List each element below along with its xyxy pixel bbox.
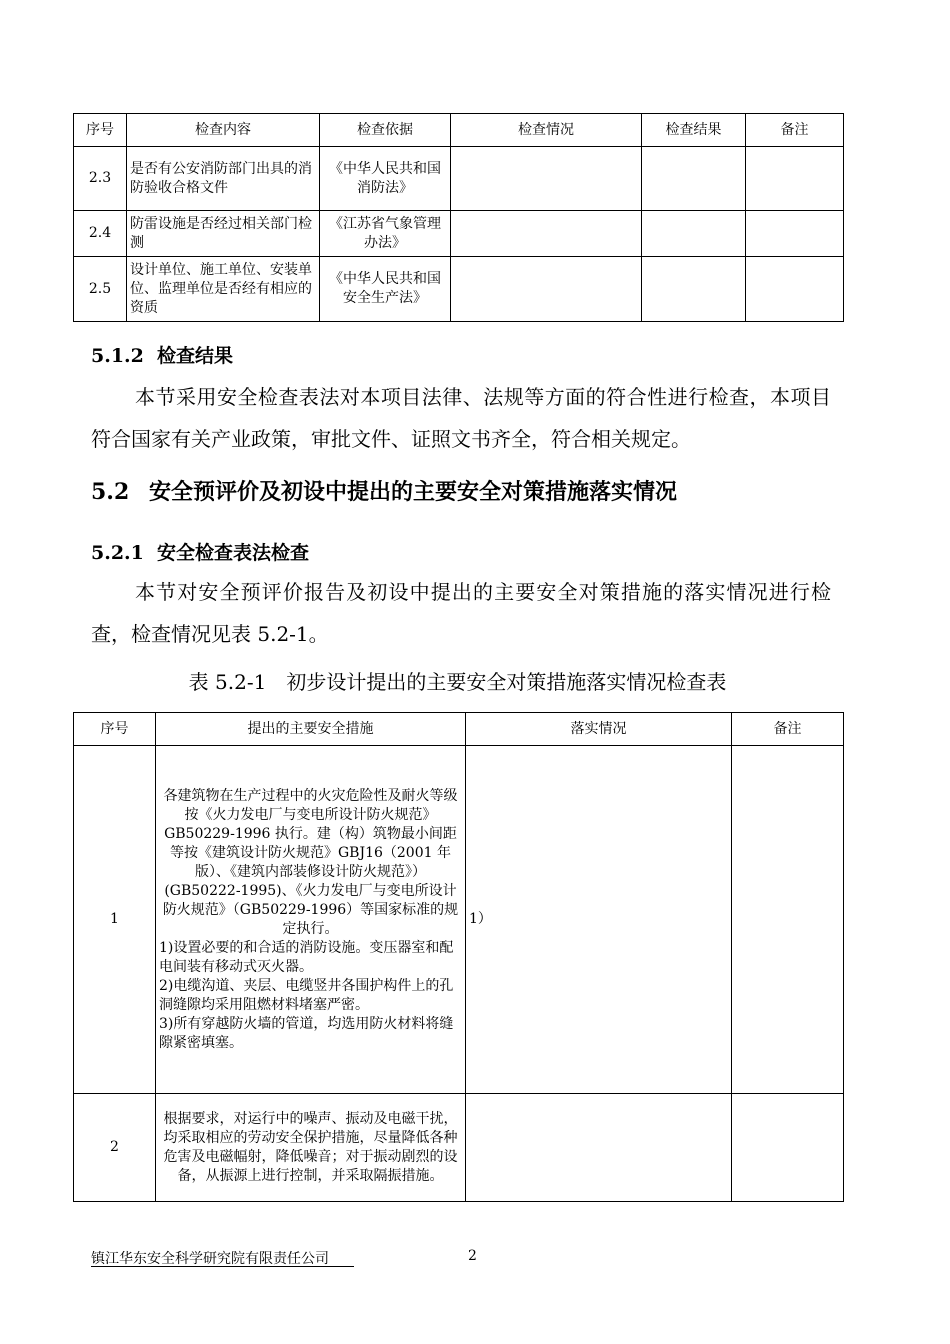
measure-text: 根据要求，对运行中的噪声、振动及电磁干扰，均采取相应的劳动安全保护措施，尽量降低各种危害及电磁幅射，降低噪音；对于振动剧烈的设备，从振源上进行控制，并采取隔振措施。 bbox=[163, 1110, 458, 1184]
row-no: 2.4 bbox=[74, 211, 127, 257]
row-basis: 《中华人民共和国消防法》 bbox=[320, 147, 451, 211]
col-header-no: 序号 bbox=[74, 713, 156, 746]
row-basis: 《江苏省气象管理办法》 bbox=[320, 211, 451, 257]
table-header-row bbox=[74, 114, 844, 147]
row-measure bbox=[156, 746, 466, 1094]
col-header-basis: 检查依据 bbox=[320, 114, 451, 147]
section-title: 安全检查表法检查 bbox=[157, 542, 310, 564]
measures-table bbox=[73, 712, 844, 1202]
row-status bbox=[466, 1094, 732, 1202]
row-result bbox=[642, 147, 746, 211]
section-heading-5-2 bbox=[91, 475, 677, 506]
row-result bbox=[642, 257, 746, 322]
col-header-status: 落实情况 bbox=[466, 713, 732, 746]
measure-text: 各建筑物在生产过程中的火灾危险性及耐火等级按《火力发电厂与变电所设计防火规范》GB50229-1996 执行。建（构）筑物最小间距等按《建筑设计防火规范》GBJ16（2001 年版）、《建筑内部装修设计防火规范》）(GB50222-1995)、《火力发电厂与变电所设计防火规范》（GB50229-1996）等国家标准的规定执行。 bbox=[162, 787, 459, 937]
page-number: 2 bbox=[468, 1248, 477, 1264]
col-header-no: 序号 bbox=[74, 114, 127, 147]
row-content: 是否有公安消防部门出具的消防验收合格文件 bbox=[127, 147, 320, 211]
row-situation bbox=[451, 211, 642, 257]
table-row bbox=[74, 1094, 844, 1202]
table-caption: 表 5.2-1 初步设计提出的主要安全对策措施落实情况检查表 bbox=[188, 670, 727, 694]
row-situation bbox=[451, 257, 642, 322]
section-title: 检查结果 bbox=[157, 345, 234, 367]
section-number: 5.2 bbox=[91, 479, 130, 505]
paragraph-check-intro: 本节对安全预评价报告及初设中提出的主要安全对策措施的落实情况进行检查，检查情况见表 5.2-1。 bbox=[91, 580, 831, 646]
row-no: 2.5 bbox=[74, 257, 127, 322]
section-heading-5-1-2 bbox=[91, 341, 233, 368]
row-note bbox=[746, 211, 844, 257]
paragraph-check-result: 本节采用安全检查表法对本项目法律、法规等方面的符合性进行检查，本项目符合国家有关产业政策，审批文件、证照文书齐全，符合相关规定。 bbox=[91, 385, 831, 451]
measure-item: 1)设置必要的和合适的消防设施。变压器室和配电间装有移动式灭火器。 bbox=[159, 939, 454, 975]
row-no: 2 bbox=[74, 1094, 156, 1202]
section-number: 5.1.2 bbox=[91, 345, 144, 367]
row-note bbox=[746, 257, 844, 322]
row-status: 1） bbox=[466, 746, 732, 1094]
measure-item: 2)电缆沟道、夹层、电缆竖井各围护构件上的孔洞缝隙均采用阻燃材料堵塞严密。 bbox=[159, 977, 454, 1013]
footer-underline bbox=[91, 1266, 354, 1267]
section-title: 安全预评价及初设中提出的主要安全对策措施落实情况 bbox=[149, 479, 678, 505]
col-header-measure: 提出的主要安全措施 bbox=[156, 713, 466, 746]
row-situation bbox=[451, 147, 642, 211]
row-result bbox=[642, 211, 746, 257]
table-row bbox=[74, 746, 844, 1094]
row-basis: 《中华人民共和国安全生产法》 bbox=[320, 257, 451, 322]
col-header-situation: 检查情况 bbox=[451, 114, 642, 147]
section-number: 5.2.1 bbox=[91, 542, 144, 564]
col-header-result: 检查结果 bbox=[642, 114, 746, 147]
table-row bbox=[74, 257, 844, 322]
row-content: 设计单位、施工单位、安装单位、监理单位是否经有相应的资质 bbox=[127, 257, 320, 322]
row-no: 2.3 bbox=[74, 147, 127, 211]
section-heading-5-2-1 bbox=[91, 538, 309, 565]
table-row bbox=[74, 211, 844, 257]
table-header-row bbox=[74, 713, 844, 746]
check-table-legal bbox=[73, 113, 844, 322]
row-note bbox=[732, 1094, 844, 1202]
col-header-note: 备注 bbox=[746, 114, 844, 147]
measure-item: 3)所有穿越防火墙的管道，均选用防火材料将缝隙紧密填塞。 bbox=[159, 1015, 454, 1051]
row-note bbox=[746, 147, 844, 211]
row-no: 1 bbox=[74, 746, 156, 1094]
footer-company: 镇江华东安全科学研究院有限责任公司 bbox=[91, 1251, 329, 1267]
col-header-note: 备注 bbox=[732, 713, 844, 746]
row-content: 防雷设施是否经过相关部门检测 bbox=[127, 211, 320, 257]
row-note bbox=[732, 746, 844, 1094]
row-measure bbox=[156, 1094, 466, 1202]
table-row bbox=[74, 147, 844, 211]
col-header-content: 检查内容 bbox=[127, 114, 320, 147]
